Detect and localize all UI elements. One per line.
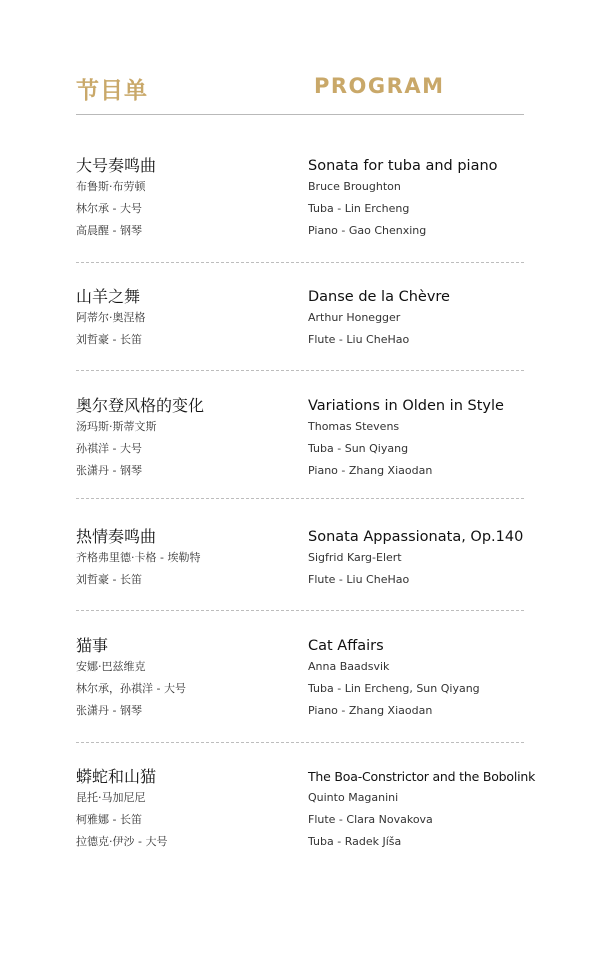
composer-cn: 布鲁斯·布劳顿 <box>76 180 146 193</box>
piece-title-en: Sonata for tuba and piano <box>308 158 498 174</box>
performer-en: Tuba - Radek Jíša <box>308 835 402 848</box>
performer-en: Piano - Gao Chenxing <box>308 224 427 237</box>
item-en-column <box>308 156 528 242</box>
item-cn-column <box>76 156 296 242</box>
item-cn-column <box>76 527 296 591</box>
performer-cn: 孙祺洋 - 大号 <box>76 442 142 455</box>
piece-title-cn: 奥尔登风格的变化 <box>76 396 205 415</box>
program-header <box>76 70 524 115</box>
dashed-divider <box>76 610 524 611</box>
performer-en: Flute - Liu CheHao <box>308 573 410 586</box>
composer-en: Bruce Broughton <box>308 180 401 193</box>
item-en-column <box>308 527 528 591</box>
piece-title-cn: 猫事 <box>76 636 109 655</box>
performer-cn: 柯雅娜 - 长笛 <box>76 813 142 826</box>
piece-title-en: Sonata Appassionata, Op.140 <box>308 529 524 545</box>
composer-cn: 汤玛斯·斯蒂文斯 <box>76 420 157 433</box>
performer-cn: 刘哲豪 - 长笛 <box>76 573 142 586</box>
item-en-column <box>308 396 528 482</box>
performer-en: Piano - Zhang Xiaodan <box>308 704 433 717</box>
performer-en: Tuba - Sun Qiyang <box>308 442 409 455</box>
performer-en: Flute - Liu CheHao <box>308 333 410 346</box>
item-cn-column <box>76 767 296 853</box>
item-en-column <box>308 767 536 853</box>
piece-title-en: The Boa-Constrictor and the Bobolink <box>308 769 536 784</box>
dashed-divider <box>76 262 524 263</box>
composer-en: Anna Baadsvik <box>308 660 390 673</box>
piece-title-cn: 蟒蛇和山猫 <box>76 767 157 786</box>
piece-title-cn: 热情奏鸣曲 <box>76 527 157 546</box>
performer-en: Tuba - Lin Ercheng, Sun Qiyang <box>308 682 480 695</box>
dashed-divider <box>76 370 524 371</box>
item-cn-column <box>76 396 296 482</box>
composer-en: Sigfrid Karg-Elert <box>308 551 402 564</box>
performer-cn: 张潇丹 - 钢琴 <box>76 464 142 477</box>
piece-title-en: Variations in Olden in Style <box>308 398 504 414</box>
piece-title-cn: 山羊之舞 <box>76 287 141 306</box>
composer-cn: 安娜·巴兹维克 <box>76 660 146 673</box>
performer-cn: 高晨醒 - 钢琴 <box>76 224 142 237</box>
piece-title-en: Cat Affairs <box>308 638 384 654</box>
performer-cn: 拉德克·伊沙 - 大号 <box>76 835 168 848</box>
piece-title-cn: 大号奏鸣曲 <box>76 156 157 175</box>
performer-cn: 刘哲豪 - 长笛 <box>76 333 142 346</box>
composer-en: Thomas Stevens <box>308 420 400 433</box>
composer-en: Quinto Maganini <box>308 791 399 804</box>
performer-cn: 林尔承 - 大号 <box>76 202 142 215</box>
performer-en: Flute - Clara Novakova <box>308 813 433 826</box>
piece-title-en: Danse de la Chèvre <box>308 289 450 305</box>
composer-cn: 昆托·马加尼尼 <box>76 791 146 804</box>
composer-cn: 阿蒂尔·奥涅格 <box>76 311 146 324</box>
performer-en: Tuba - Lin Ercheng <box>308 202 410 215</box>
item-cn-column <box>76 636 296 722</box>
dashed-divider <box>76 498 524 499</box>
performer-cn: 林尔承，孙祺洋 - 大号 <box>76 682 186 695</box>
composer-cn: 齐格弗里德·卡格 - 埃勒特 <box>76 551 201 564</box>
item-en-column <box>308 287 528 351</box>
performer-cn: 张潇丹 - 钢琴 <box>76 704 142 717</box>
dashed-divider <box>76 742 524 743</box>
item-cn-column <box>76 287 296 351</box>
header-title-cn: 节目单 <box>76 78 148 104</box>
composer-en: Arthur Honegger <box>308 311 401 324</box>
header-title-en: PROGRAM <box>314 74 445 98</box>
performer-en: Piano - Zhang Xiaodan <box>308 464 433 477</box>
item-en-column <box>308 636 528 722</box>
